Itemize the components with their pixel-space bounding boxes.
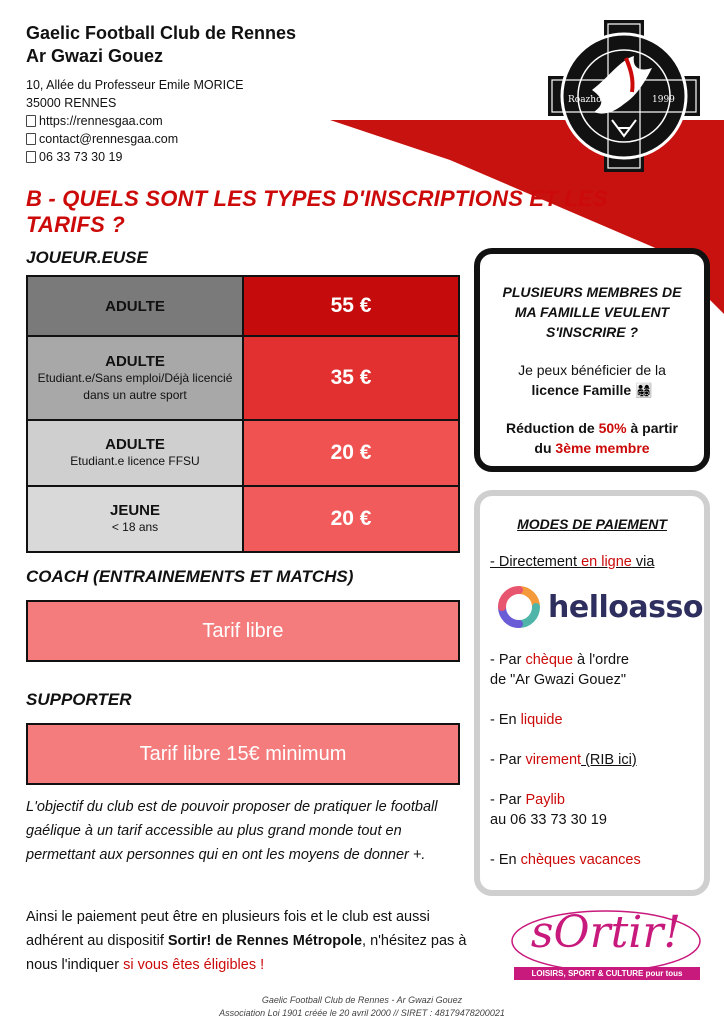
price-row-label [28,337,244,419]
sortir-wordmark: sOrtir! [530,907,682,958]
price-value: 35 € [244,337,458,419]
family-license-name: licence Famille [531,382,632,398]
price-row-label [28,277,244,335]
pay-cash-item [490,710,704,730]
family-box-title: PLUSIEURS MEMBRES DE MA FAMILLE VEULENT S'INSCRIRE ? [502,284,682,340]
phone-line[interactable] [26,148,466,166]
installments-text: Ainsi le paiement peut être en plusieurs fois et le club est aussi adhérent au dispositif [26,909,430,949]
phone-number[interactable]: 06 33 73 30 19 [39,150,123,164]
address-city: 35000 RENNES [26,96,117,110]
club-name: Gaelic Football Club de Rennes [26,23,297,43]
sortir-tagline: LOISIRS, SPORT & CULTURE pour tous [514,967,700,980]
pay-transfer-item [490,750,704,770]
pay-cheque-post: à l'ordre [573,652,629,668]
family-license-text [494,360,690,400]
discount-text-2: du [534,440,556,456]
helloasso-icon [498,586,540,628]
family-icon: 👨‍👩‍👧‍👦 [635,382,653,398]
pay-paylib-number: au 06 33 73 30 19 [490,812,607,828]
category-label: ADULTE [105,352,165,370]
logo-text-roazhon: Roazhon [568,95,608,105]
price-row-label [28,421,244,485]
family-discount-text [494,418,690,458]
pay-transfer-highlight: virement [525,752,582,768]
category-label: JEUNE [109,502,161,519]
pay-cash-highlight: liquide [520,712,563,728]
pay-online-text: - Directement [490,554,582,570]
category-label: ADULTE [105,297,165,315]
category-label: ADULTE [105,436,165,453]
objective-paragraph: L'objectif du club est de pouvoir proposer de pratiquer le football gaélique à un tarif accessible au plus grand monde tout en permettant aux personnes qui en ont les moyens de donner +. [26,799,438,863]
pay-cheque-text: - Par [490,652,526,668]
pay-online-via: via [631,554,655,570]
pay-online-highlight: en ligne [581,554,632,570]
family-license-box [474,248,710,472]
price-value: 55 € [244,277,458,335]
pay-vacances-item [490,850,704,870]
installments-text-2: , n'hésitez pas à nous l'indiquer [26,933,467,973]
price-value: 20 € [244,487,458,551]
price-row-adulte-ffsu [28,421,458,487]
supporter-price-box: Tarif libre 15€ minimum [26,723,460,785]
pay-cash-text: - En [490,712,521,728]
joueur-title: JOUEUR.EUSE [26,248,148,267]
price-value: 20 € [244,421,458,485]
website-link[interactable]: https://rennesgaa.com [39,114,163,128]
footer-line2: Association Loi 1901 créée le 20 avril 2000 // SIRET : 48179478200021 [219,1008,505,1018]
helloasso-wordmark: helloasso [548,589,703,625]
section-title: B - QUELS SONT LES TYPES D'INSCRIPTIONS ET LES TARIFS ? [26,186,608,237]
price-row-adulte-reduit [28,337,458,421]
pay-paylib-item [490,790,704,830]
email-line[interactable] [26,130,466,148]
website-line[interactable] [26,112,466,130]
installments-paragraph [26,905,470,977]
coach-price-box: Tarif libre [26,600,460,662]
helloasso-link[interactable] [498,586,704,628]
payment-methods-box [474,490,710,896]
player-price-table [26,275,460,553]
sortir-logo [508,905,704,987]
discount-text-post: à partir [626,420,678,436]
pay-vacances-text: - En [490,852,521,868]
category-detail: Etudiant.e licence FFSU [70,454,200,468]
club-logo [548,20,700,172]
rib-link[interactable]: (RIB ici) [581,752,637,768]
pay-transfer-text: - Par [490,752,526,768]
address-line-2 [26,94,466,112]
category-detail: Etudiant.e/Sans emploi/Déjà licencié dans un autre sport [37,370,233,402]
coach-title: COACH (ENTRAINEMENTS ET MATCHS) [26,567,354,586]
pay-paylib-highlight: Paylib [525,792,565,808]
pay-cheque-order: de "Ar Gwazi Gouez" [490,672,627,688]
eligibility-note: si vous êtes éligibles ! [123,957,265,973]
pay-cheque-highlight: chèque [525,652,574,668]
page-footer [0,994,724,1020]
category-detail: < 18 ans [111,520,159,534]
discount-member: 3ème membre [555,440,650,456]
pay-online-item [490,552,704,572]
price-row-label [28,487,244,551]
price-row-adulte [28,277,458,337]
pay-cheque-item [490,650,704,690]
email-link[interactable]: contact@rennesgaa.com [39,132,179,146]
club-subname: Ar Gwazi Gouez [26,46,164,66]
address-line-1 [26,76,466,94]
family-text-line1: Je peux bénéficier de la [518,362,666,378]
footer-line1: Gaelic Football Club de Rennes - Ar Gwazi Gouez [261,995,463,1005]
payment-box-title: MODES DE PAIEMENT [517,516,667,532]
pay-paylib-text: - Par [490,792,526,808]
link-icon [26,115,36,127]
discount-text: Réduction de [506,420,599,436]
sortir-program-name: Sortir! de Rennes Métropole [167,933,363,949]
discount-percent: 50% [598,420,627,436]
supporter-title: SUPPORTER [26,690,132,709]
logo-text-year: 1999 [652,95,675,105]
phone-icon [26,151,36,163]
pay-vacances-highlight: chèques vacances [520,852,641,868]
price-row-jeune [28,487,458,551]
club-header [26,22,466,166]
address-street: 10, Allée du Professeur Emile MORICE [26,78,244,92]
mail-icon [26,133,36,145]
